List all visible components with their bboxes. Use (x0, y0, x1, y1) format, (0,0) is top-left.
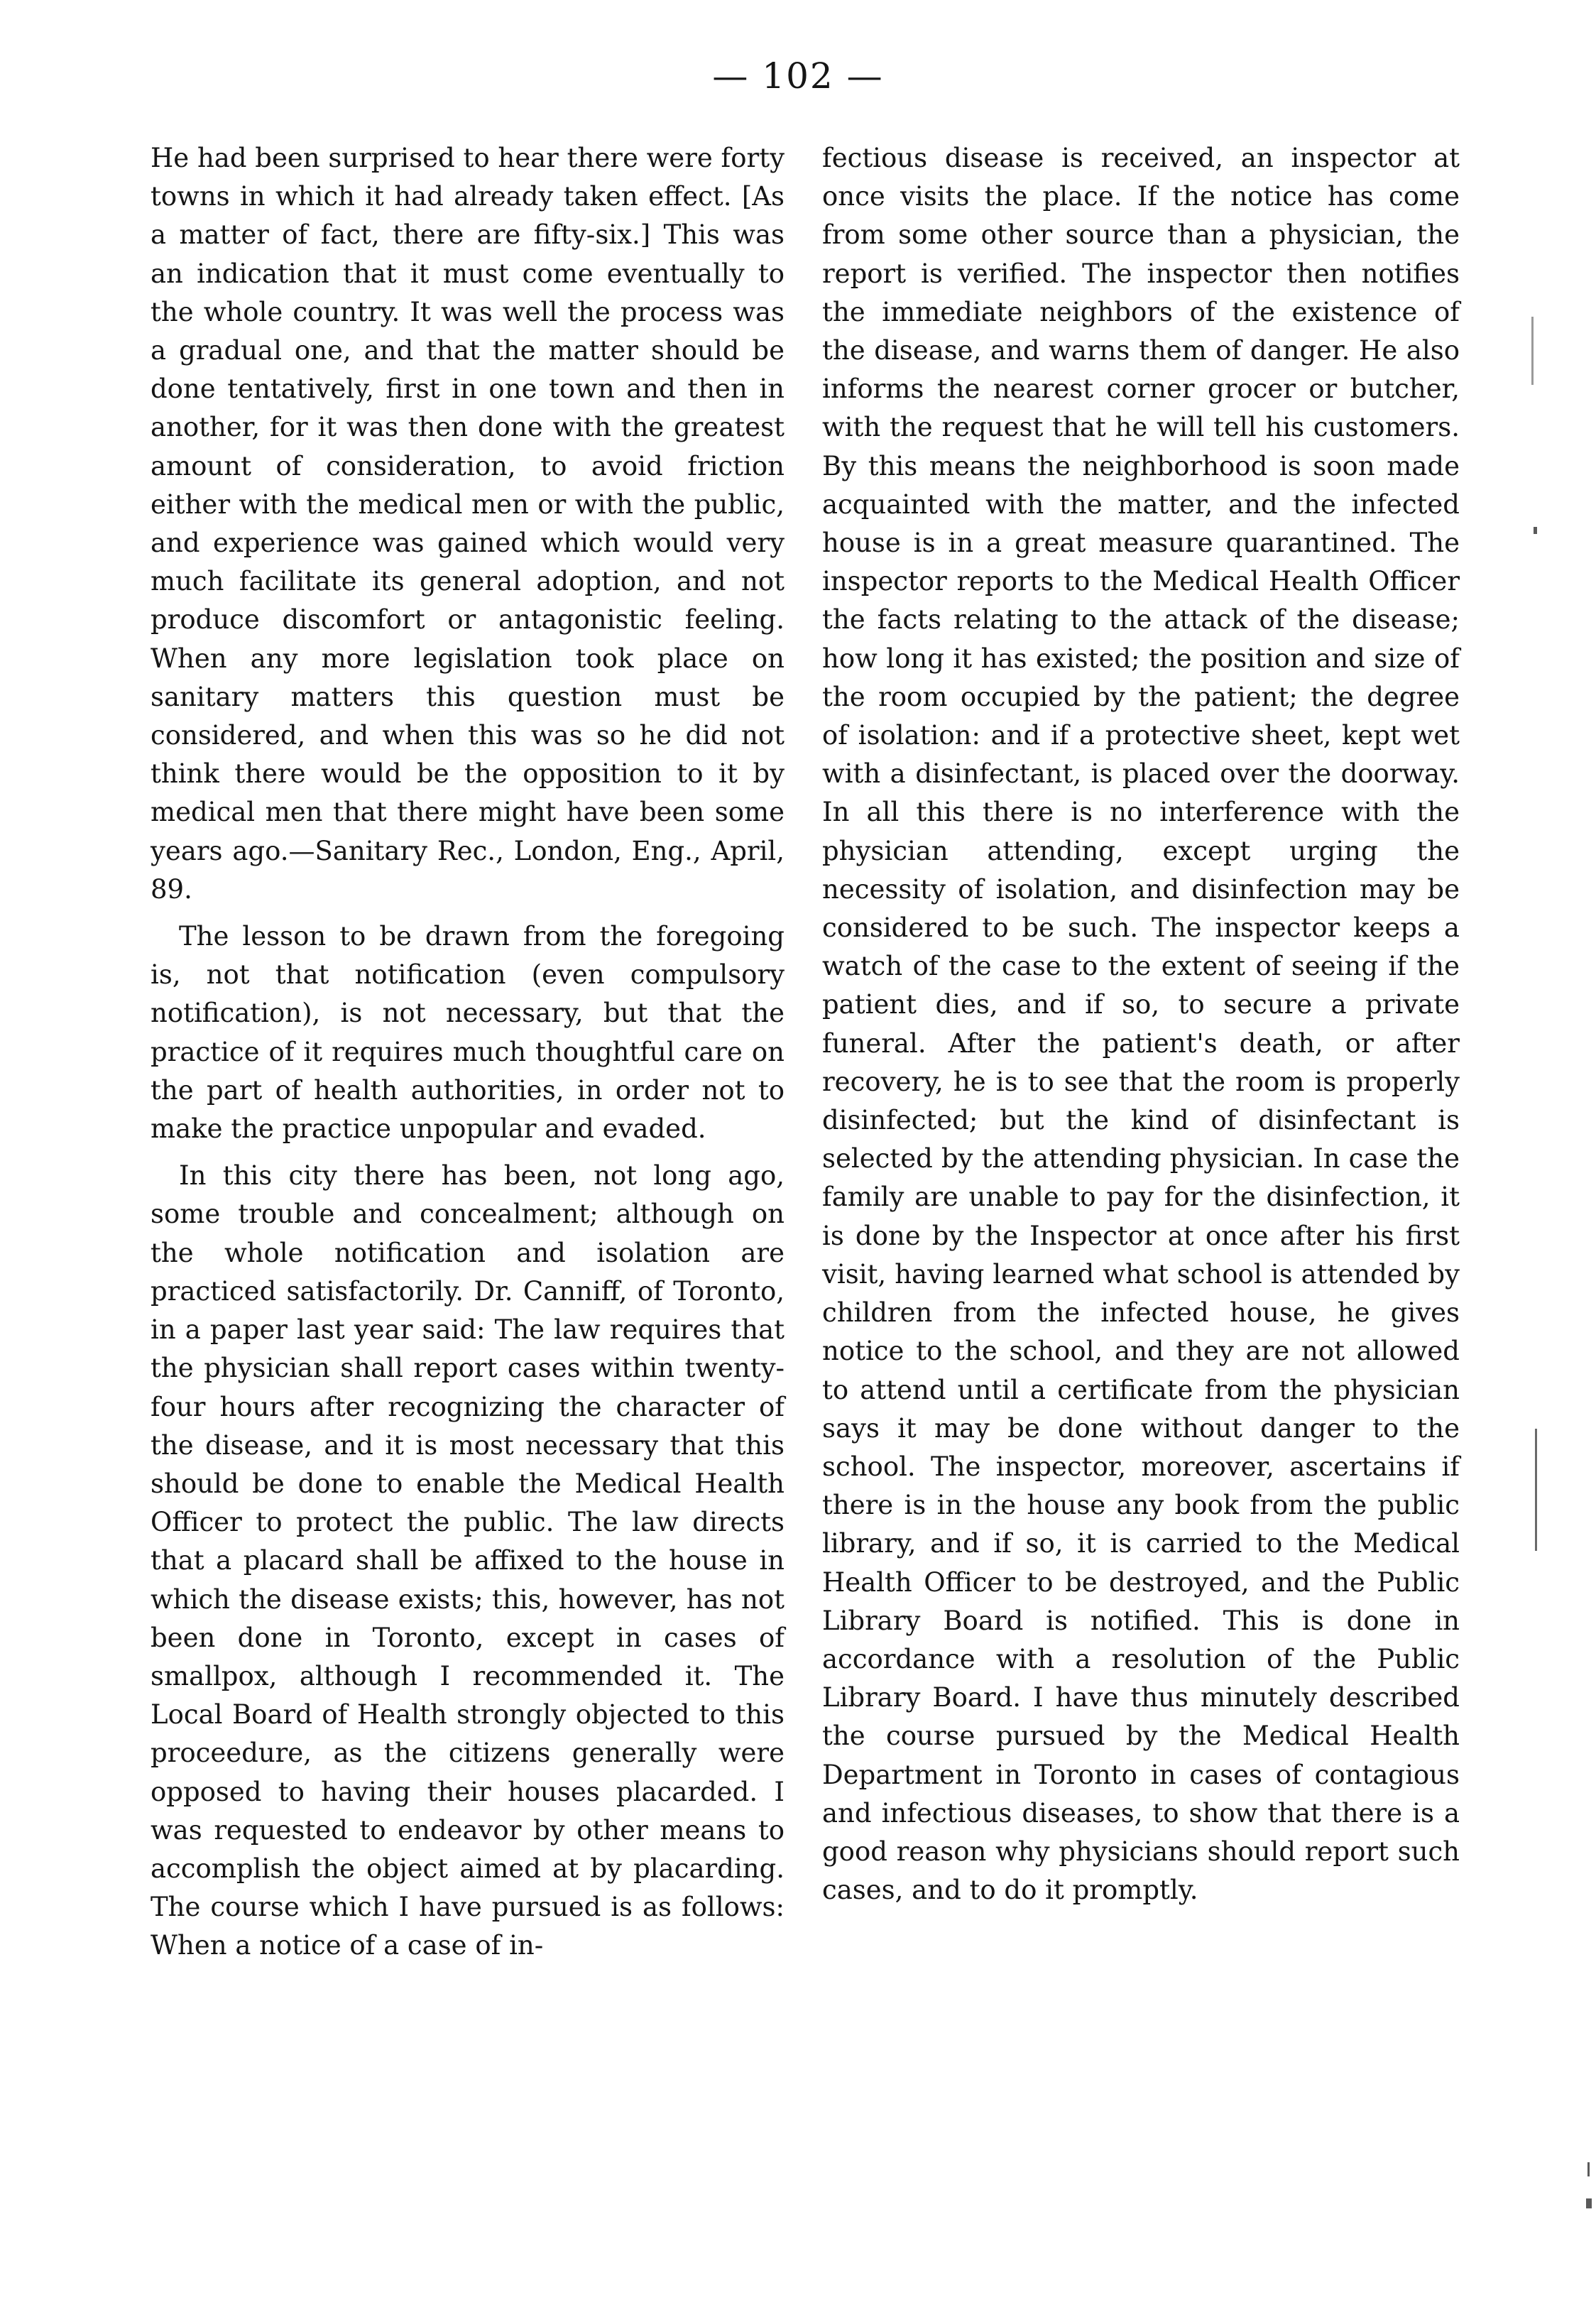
paragraph: He had been surprised to hear there were forty towns in which it had already taken effect. [As a matter of fact, there are fifty-six.] This was an indication that it must come eventually to the whole country. It was well the process was a gradual one, and that the matter should be done tentatively, first in one town and then in another, for it was then done with the greatest amount of consideration, to avoid friction either with the medical men or with the public, and experience was gained which would very much facilitate its general adoption, and not produce discomfort or antagonistic feeling. When any more legislation took place on sanitary matters this question must be considered, and when this was so he did not think there would be the opposition to it by medical men that there might have been some years ago.—Sanitary Rec., London, Eng., April, 89. (151, 143, 785, 905)
scan-mark (1531, 317, 1534, 385)
scan-mark (1535, 1429, 1537, 1551)
paragraph: The lesson to be drawn from the foregoing is, not that notification (even compulsory notification), is not necessary, but that the practice of it requires much thoughtful care on the part of health authorities, in order not to make the practice unpopular and evaded. (151, 921, 785, 1145)
right-column (822, 139, 1460, 1918)
paragraph: In this city there has been, not long ago, some trouble and concealment; although on the whole notification and isolation are practiced satisfactorily. Dr. Canniff, of Toronto, in a paper last year said: The law requires that the physician shall report cases within twenty-four hours after recognizing the character of the disease, and it is most necessary that this should be done to enable the Medical Health Officer to protect the public. The law directs that a placard shall be affixed to the house in which the disease exists; this, however, has not been done in Toronto, except in cases of smallpox, although I recommended it. The Local Board of Health strongly objected to this proceedure, as the citizens generally were opposed to having their houses placarded. I was requested to endeavor by other means to accomplish the object aimed at by placarding. The course which I have pursued is as follows: When a notice of a case of in- (151, 1160, 785, 1961)
scan-mark (1586, 2198, 1592, 2208)
page-number: — 102 — (712, 55, 884, 97)
scan-mark (1587, 2162, 1590, 2176)
paragraph: fectious disease is received, an inspector at once visits the place. If the notice has come from some other source than a physician, the report is verified. The inspector then notifies the immediate neighbors of the existence of the disease, and warns them of danger. He also informs the nearest corner grocer or butcher, with the request that he will tell his customers. By this means the neighborhood is soon made acquainted with the matter, and the infected house is in a great measure quarantined. The inspector reports to the Medical Health Officer the facts relating to the attack of the disease; how long it has existed; the position and size of the room occupied by the patient; the degree of isolation: and if a protective sheet, kept wet with a disinfectant, is placed over the doorway. In all this there is no interference with the physician attending, except urging the necessity of isolation, and disinfection may be considered to be such. The inspector keeps a watch of the case to the extent of seeing if the patient dies, and if so, to secure a private funeral. After the patient's death, or after recovery, he is to see that the room is properly disinfected; but the kind of disinfectant is selected by the attending physician. In case the family are unable to pay for the disinfection, it is done by the Inspector at once after his first visit, having learned what school is attended by children from the infected house, he gives notice to the school, and they are not allowed to attend until a certificate from the physician says it may be done without danger to the school. The inspector, moreover, ascertains if there is in the house any book from the public library, and if so, it is carried to the Medical Health Officer to be destroyed, and the Public Library Board is notified. This is done in accordance with a resolution of the Public Library Board. I have thus minutely described the course pursued by the Medical Health Department in Toronto in cases of contagious and infectious diseases, to show that there is a good reason why physicians should report such cases, and to do it promptly. (822, 143, 1460, 1906)
left-column (151, 139, 785, 1974)
scan-mark (1534, 527, 1537, 534)
